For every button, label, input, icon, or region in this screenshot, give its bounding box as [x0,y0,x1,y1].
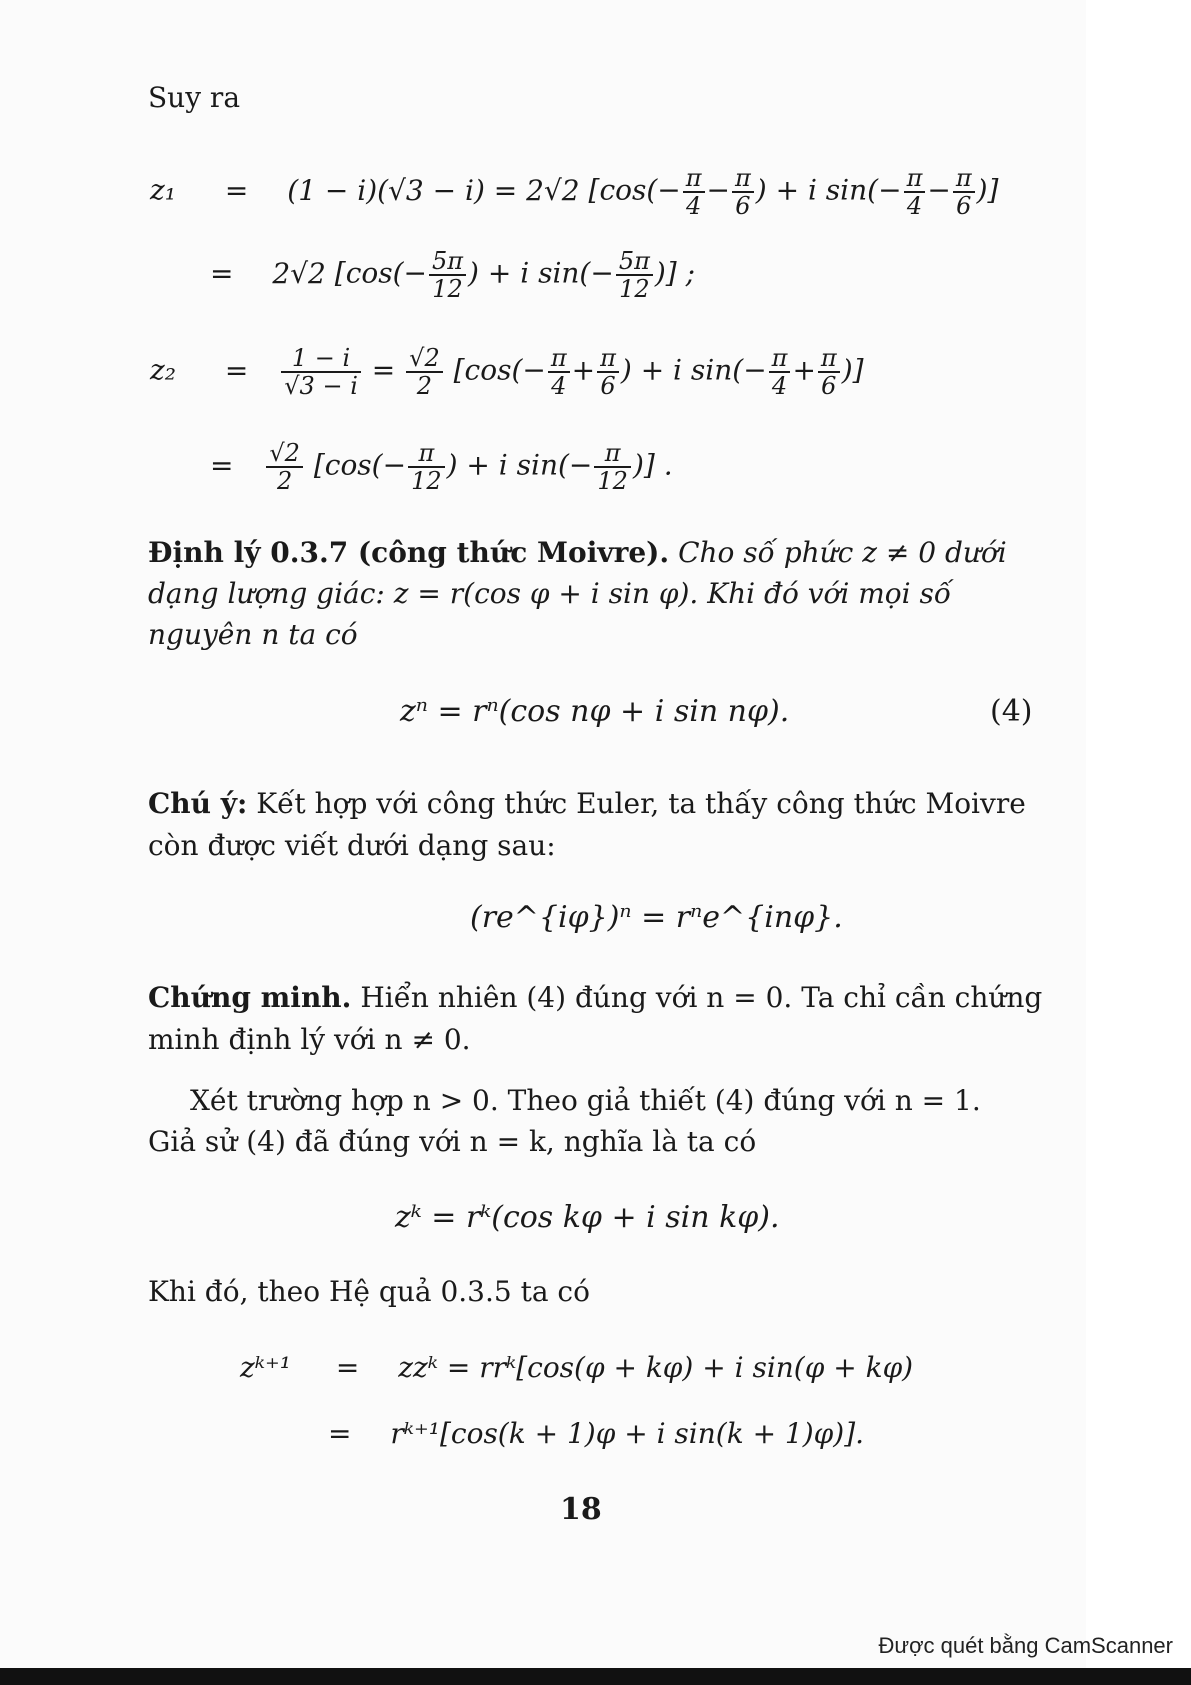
eq3-frac0: $\frac{1 - i}{√3 - i}$ [281,345,361,399]
proof-label: Chứng minh. [148,981,352,1014]
eq3-equals2: = [371,353,396,387]
camscanner-watermark: Được quét bằng CamScanner [878,1633,1173,1658]
eq1-line: z₁ = (1 − i)(√3 − i) = 2√2 [cos(− $\frac{\pi}{4}$ − $\frac{\pi}{6}$ ) + i sin(− $\frac{\pi}{4}$ − $\frac{\pi}{6}$ )] [150,164,999,220]
eq1-minus: − [706,173,730,207]
eq2-expr: 2√2 [272,256,326,290]
eq3-lhs: z₂ [150,353,176,387]
eq1-frac1: $\frac{\pi}{4}$ [683,165,705,219]
eq2-equals: = [210,256,234,290]
eq4-mid: ) + i sin(− [446,448,593,482]
eq4-open: [cos(− [313,448,407,482]
note-line1 [148,786,1026,822]
proof-text-1: Hiển nhiên (4) đúng với n = 0. Ta chỉ cần chứng [360,981,1043,1014]
eq1-expr: (1 − i)(√3 − i) = 2√2 [287,173,580,207]
eq1-frac3: $\frac{\pi}{4}$ [904,165,926,219]
eq3-frac1: $\frac{\pi}{4}$ [548,345,570,399]
suy-ra-text: Suy ra [148,81,241,114]
eq1-frac4: $\frac{\pi}{6}$ [953,165,975,219]
eq3-open: [cos(− [453,353,546,387]
theorem-text-1: Cho số phức z ≠ 0 dưới [678,536,1007,569]
eq-k2-line [240,1414,864,1454]
formula-4: zⁿ = rⁿ(cos nφ + i sin nφ). [400,694,790,729]
eq2-frac1: $\frac{5\pi}{12}$ [429,248,466,302]
page-number: 18 [560,1492,602,1527]
eq1-open: [cos(− [588,173,681,207]
note-label: Chú ý: [148,787,248,820]
eq-k1-line [240,1348,913,1388]
proof-line1 [148,980,1042,1016]
formula-k: zᵏ = rᵏ(cos kφ + i sin kφ). [395,1200,780,1235]
proof-line2: minh định lý với n ≠ 0. [148,1023,471,1056]
eq3-plus: + [571,353,596,387]
eq1-close: )] [976,173,999,207]
eq4-line [150,440,673,494]
case-line1: Xét trường hợp n > 0. Theo giả thiết (4) đúng với n = 1. [190,1084,981,1117]
theorem-line1 [148,535,1007,571]
bottom-bar [0,1668,1191,1685]
eq1-lhs: z₁ [150,173,176,207]
eq2-frac2: $\frac{5\pi}{12}$ [616,248,653,302]
theorem-line3: nguyên n ta có [148,618,358,651]
eq2-mid: ) + i sin(− [468,256,614,290]
case-line2: Giả sử (4) đã đúng với n = k, nghĩa là ta có [148,1125,757,1158]
eq1-mid: ) + i sin(− [755,173,902,207]
eq3-equals: = [224,353,249,387]
eq4-equals: = [210,448,234,482]
eq4-frac1: $\frac{\pi}{12}$ [408,440,445,494]
euler-formula: (re^{iφ})ⁿ = rⁿe^{inφ}. [470,900,843,935]
eq1-equals: = [224,173,249,207]
eq3-frac2: $\frac{\pi}{6}$ [597,345,619,399]
theorem-title: Định lý 0.3.7 (công thức Moivre). [148,536,670,569]
note-line2: còn được viết dưới dạng sau: [148,829,556,862]
formula-4-number: (4) [990,694,1033,729]
note-text-1: Kết hợp với công thức Euler, ta thấy công thức Moivre [256,787,1026,820]
eq2-close: )] ; [654,256,696,290]
eq2-line [150,248,695,302]
eq-k2-equals: = [328,1417,352,1450]
scan-margin [1086,0,1191,1668]
khi-do-line: Khi đó, theo Hệ quả 0.3.5 ta có [148,1275,590,1308]
eq-k1-equals: = [335,1351,360,1384]
eq-k1-lhs: zᵏ⁺¹ [240,1351,291,1384]
eq3-frac4: $\frac{\pi}{6}$ [818,345,840,399]
eq2-open: [cos(− [334,256,427,290]
eq4-frac2: $\frac{\pi}{12}$ [594,440,631,494]
eq-k2-rhs: rᵏ⁺¹[cos(k + 1)φ + i sin(k + 1)φ)]. [390,1417,865,1450]
eq3-mid: ) + i sin(− [620,353,767,387]
eq3-frac-sqrt: $\frac{√2}{2}$ [406,345,443,399]
eq3-frac3: $\frac{\pi}{4}$ [769,345,791,399]
eq-k1-rhs: zzᵏ = rrᵏ[cos(φ + kφ) + i sin(φ + kφ) [398,1351,914,1384]
eq1-frac2: $\frac{\pi}{6}$ [732,165,754,219]
eq3-close: )] [841,353,864,387]
eq4-frac-sqrt: $\frac{√2}{2}$ [266,440,303,494]
theorem-line2: dạng lượng giác: z = r(cos φ + i sin φ). Khi đó với mọi số [148,577,951,610]
eq4-close: )] . [632,448,673,482]
eq3-line: z₂ = $\frac{1 - i}{√3 - i}$ = $\frac{√2}{2}$ [cos(− $\frac{\pi}{4}$ + $\frac{\pi}{6}$ ) + i sin(− $\frac{\pi}{4}$ + $\frac{\pi}{6}$ )] [150,344,864,400]
